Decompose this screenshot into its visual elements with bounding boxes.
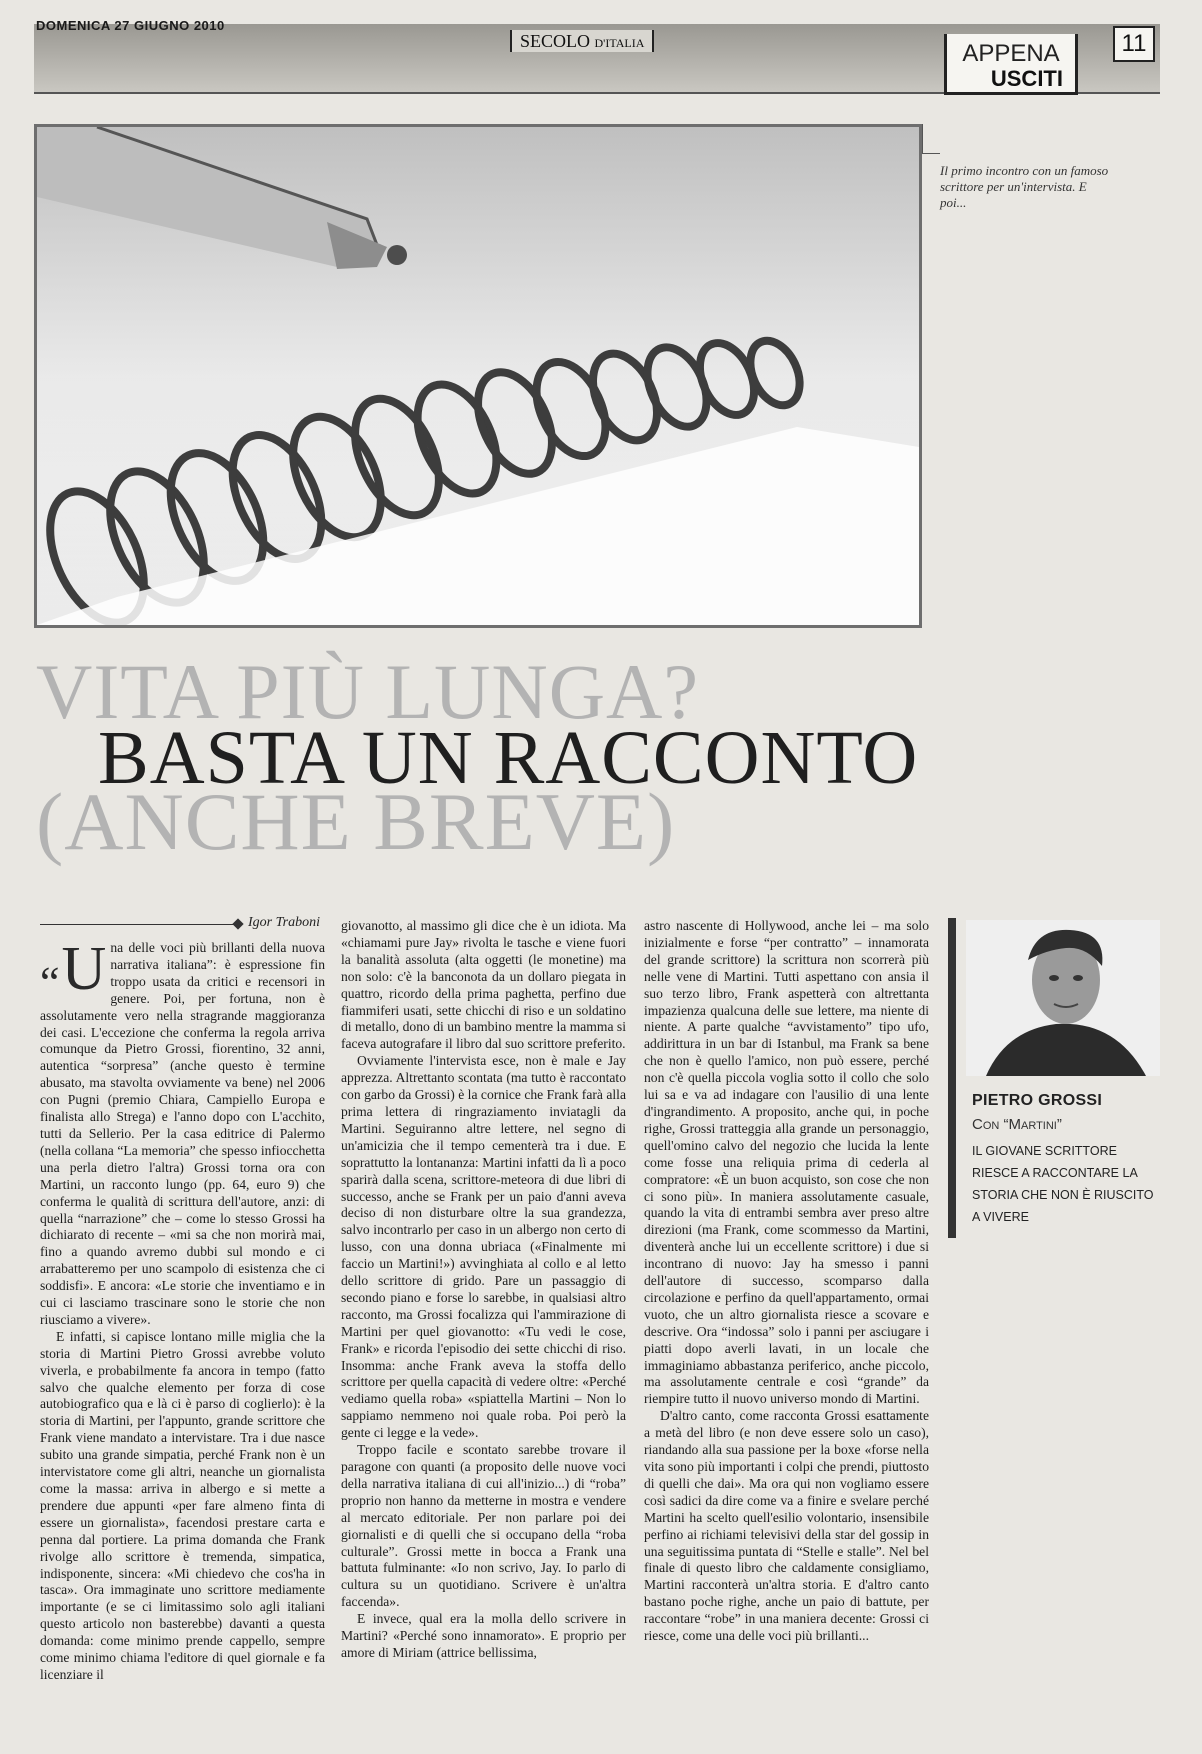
article-paragraph: Troppo facile e scontato sarebbe trovare il paragone con quanti (a proposito delle nuove voci della narrativa italiana di cui all'inizio...) di “roba” proprio non hanno da metterne in mostra e vendere al mercato editoriale. Per non parlare poi dei giornalisti e di quelli che si occupano della “roba culturale”. Grossi mette in bocca a Frank una battuta fulminante: «Io non scrivo, Jay. Io parlo di cultura su un quotidiano. Scrivere è un'altra faccenda». <box>341 1442 626 1610</box>
article-photo <box>34 124 922 628</box>
byline-author: Igor Traboni <box>248 915 320 930</box>
pen-notebook-illustration <box>37 127 919 625</box>
article-column-1 <box>40 935 325 1684</box>
headline-line-3: (ANCHE BREVE) <box>36 776 676 867</box>
profile-title: Con “Martini” <box>972 1116 1062 1133</box>
section-label-bottom: USCITI <box>990 66 1063 91</box>
profile-name: PIETRO GROSSI <box>972 1092 1103 1109</box>
section-label-top: APPENA <box>962 40 1060 67</box>
byline-diamond <box>232 918 243 929</box>
masthead <box>510 30 654 52</box>
masthead-subtitle: D'ITALIA <box>594 36 645 50</box>
author-portrait <box>966 920 1160 1076</box>
article-paragraph: Ovviamente l'intervista esce, non è male e Jay apprezza. Altrettanto scontata (ma tutto è raccontato con garbo da Grossi) è la cornice che Frank farà alla prima lettera di ringraziamento inviatagli da Martini. Seguiranno altre lettere, nel segno di un'amicizia che il tempo cementerà tra i due. E soprattutto la lontananza: Martini infatti da lì a poco sparirà dalla scena, scrittore-meteora di due libri di successo, anche se Frank per un paio d'anni aveva deciso di non disturbare oltre la sua grandezza, salvo incontrarlo per caso in un albergo non certo di lusso, con una donna ubriaca («Finalmente mi faccio un Martini!») avvinghiata al collo e al letto dello scrittore di grido. Pare un passaggio di secondo piano e forse lo sarebbe, in qualsiasi altro racconto, ma Grossi focalizza qui l'ammirazione di Martini per quel giovanotto: «Tu vedi le cose, Frank» e ricorda l'episodio dei sette chicchi di riso. Insomma: anche Frank aveva la stoffa dello scrittore per quella capacità di vedere oltre: «Perché vediamo quella roba» «spiattella Martini – Non lo sappiamo nemmeno noi quale roba. Poi però la gente ci legge e la vede». <box>341 1053 626 1441</box>
headline-line-1: VITA PIÙ LUNGA? <box>36 648 699 735</box>
photo-caption: Il primo incontro con un famoso scrittore per un'intervista. E poi... <box>940 163 1109 210</box>
caption-rule-vertical <box>922 124 923 154</box>
article-column-3 <box>644 918 929 1645</box>
caption-rule <box>922 153 940 154</box>
issue-date: DOMENICA 27 GIUGNO 2010 <box>36 18 225 33</box>
byline-rule <box>40 924 240 925</box>
article-paragraph: astro nascente di Hollywood, anche lei – ma solo inizialmente e forse “per contratto” – innamorata del grande scrittore) la scrittura non scorrerà più nelle vene di Martini. Tutti aspettano con ansia il suo terzo libro, Frank aspetterà con altrettanta impazienza qualcuna delle sue lettere, ma niente di niente. A parte qualche “avvistamento” tipo ufo, addirittura in un bar di Istanbul, ma Frank sa bene che non è quello l'amico, non può essere, perché non c'è quella piccola voglia sotto il collo che solo lui sa e va ad indagare con l'ausilio di una lente d'ingrandimento. A proposito, anche qui, in poche righe, Grossi tratteggia alla grande un personaggio, quell'omino calvo del negozio che lucida la lente come fosse una reliquia prima di cederla al compratore: «È un buon acquisto, son cose che non ci sono più». In maniera assolutamente casuale, quando la vita di entrambi sembra aver preso altre direzioni (ma Frank, come scommesso da Martini, diventerà anche lui un eccellente scrittore) i due si incontrano di nuovo: Jay ha smesso i panni dell'autore di successo, scomparso dalla circolazione e perfino da quell'appartamento, ormai vuoto, che un altro giornalista riesce a scovare e descrive. Ora “indossa” solo i panni per asciugare i piatti dopo averli lavati, in un locale che immaginiamo abbastanza periferico, anche piccolo, ma assolutamente centrale e così “grande” da riempire tutto il nuovo universo mondo di Martini. <box>644 918 929 1407</box>
article-paragraph: “U na delle voci più brillanti della nuova narrativa italiana”: è espressione fin troppo usata da critici e recensori in genere. Poi, per fortuna, non è assolutamente vero nella stragrande maggioranza dei casi. L'eccezione che conferma la regola arriva comunque da Pietro Grossi, fiorentino, 32 anni, autentica “sorpresa” (anche questo è termine abusato, ma stavolta ovviamente va bene) nel 2006 con Pugni (premio Chiara, Campiello Europa e finalista allo Strega) e l'anno dopo con L'acchito, tutti da Sellerio. Per la casa editrice di Palermo (nella collana “La memoria” che spesso infiocchetta una perla dietro l'altra) Grossi torna ora con Martini, un racconto lungo (pp. 64, euro 9) che conferma le qualità di scrittura dell'autore, anzi: di quella “narrazione” che – come lo stesso Grossi ha dichiarato di recente – «mi sa che non morirà mai, fino a quando avremo dubbi sul mondo e ci arrabatteremo per uno scampolo di esistenza che ci soddisfi». E ancora: «Le storie che inventiamo e in cui ci lasciamo trascinare sono le storie che non riusciamo a vivere». <box>40 935 325 1327</box>
masthead-title: SECOLO <box>520 31 591 51</box>
article-paragraph: E infatti, si capisce lontano mille miglia che la storia di Martini Pietro Grossi avrebbe voluto viverla, e probabilmente fa ancora in tempo (fatto salvo che qualche elemento per forza di cose autobiografico qua e là ci è parso di coglierlo): è la storia di Martini, per l'appunto, grande scrittore che Frank viene mandato a intervistare. Tra i due nasce subito una grande simpatia, perché Frank non è un intervistatore come gli altri, neanche un giornalista come la massa: arriva in albergo e si mette a prendere due appunti «per fare almeno finta di essere un giornalista», facendosi prestare carta e penna dal portiere. La prima domanda che Frank rivolge allo scrittore è tremenda, simpatica, indisponente, sincera: «Mi chiedevo che cos'ha in tasca». Ora immaginate uno scrittore mediamente importante (e se ci limitassimo solo agli italiani questo articolo non basterebbe) davanti a questa domanda: come minimo prende cappello, sempre come minimo chiama l'editore di quel giornale e fa licenziare il <box>40 1328 325 1682</box>
page-number: 11 <box>1113 26 1155 62</box>
article-paragraph: D'altro canto, come racconta Grossi esattamente a metà del libro (e non deve essere solo un caso), riandando alla sua passione per la boxe «forse nella vita sono più importanti i colpi che prendi, piuttosto di quelli che dai». Ma ora qui non vogliamo essere così sadici da dire come va a finire e svelare perché Martini ha scelto quell'esilio volontario, insensibile perfino ai richiami televisivi della star del gossip in una seguitissima puntata di “Stelle e stalle”. Nel bel finale di questo libro che caldamente consigliamo, Martini racconterà un'altra storia. E d'altro canto bastano poche righe, anche un paio di battute, per raccontare “robe” in una maniera decente: Grossi ci riesce, come una delle voci più brillanti... <box>644 1408 929 1644</box>
portrait-image <box>966 920 1160 1076</box>
section-label <box>944 34 1078 95</box>
article-paragraph: giovanotto, al massimo gli dice che è un idiota. Ma «chiamami pure Jay» rivolta le tasche e viene fuori la banalità assoluta (alta oggetti (le monetine) ma non solo: c'è la banconota da un dollaro piegata in quattro, ricordo della prima paghetta, perfino due fiammiferi usati, sette chicchi di riso e un soldatino di metallo, dono di un bambino mentre la mamma si faceva autografare il libro dal suo scrittore preferito. <box>341 918 626 1052</box>
profile-description: IL GIOVANE SCRITTORE RIESCE A RACCONTARE LA STORIA CHE NON È RIUSCITO A VIVERE <box>972 1144 1154 1224</box>
author-profile-box <box>948 918 1164 1238</box>
article-column-2 <box>341 918 626 1662</box>
headline-line-2: BASTA UN RACCONTO <box>98 716 919 800</box>
article-paragraph: E invece, qual era la molla dello scrivere in Martini? «Perché sono innamorato». E proprio per amore di Miriam (attrice bellissima, <box>341 1611 626 1660</box>
pen-tip <box>387 245 407 265</box>
drop-cap: “U <box>40 935 107 1007</box>
